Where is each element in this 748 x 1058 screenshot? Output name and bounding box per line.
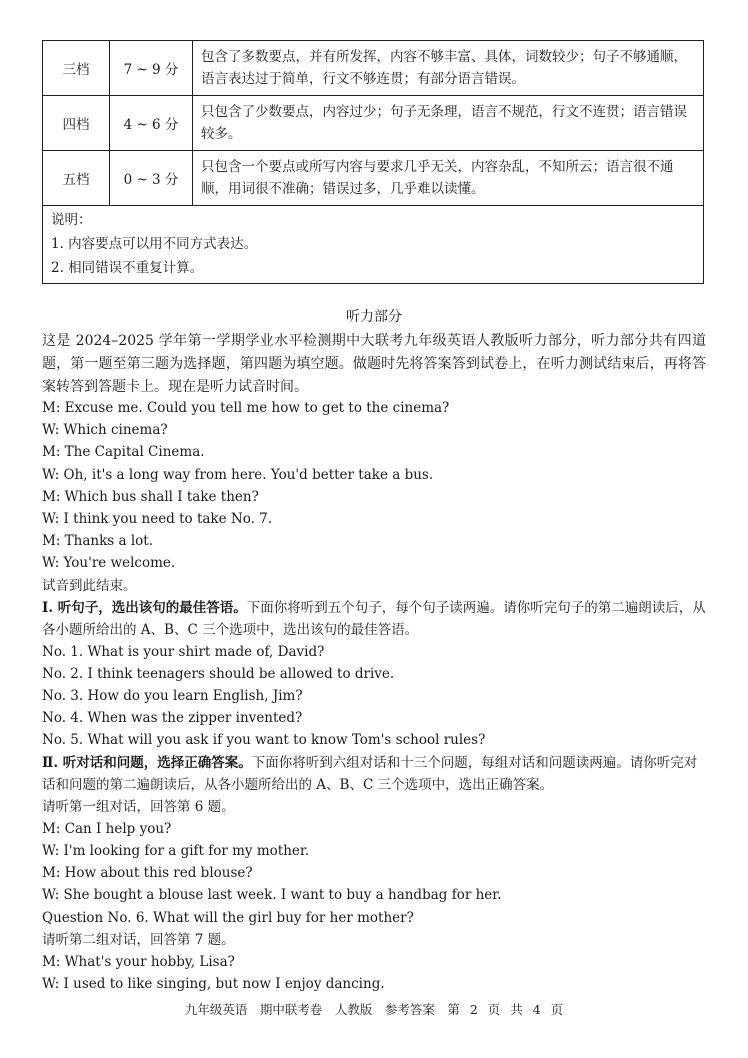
question-line: No. 4. When was the zipper invented?	[42, 710, 303, 727]
listening-intro: 这是 2024–2025 学年第一学期学业水平检测期中大联考九年级英语人教版听力部分，听力部分共有四道题，第一题至第三题为选择题，第四题为填空题。做题时先将答案答到试卷上，在听力测试结束后，再将答案转答到答题卡上。现在是听力试音时间。	[42, 333, 706, 395]
transcript-line: W: Oh, it's a long way from here. You'd better take a bus.	[42, 466, 434, 483]
score-range-cell: 0 ~ 3 分	[110, 151, 193, 206]
note-item: 2. 相同错误不重复计算。	[51, 260, 204, 276]
page-footer: 九年级英语 期中联考卷 人教版 参考答案 第 2 页 共 4 页	[184, 1002, 564, 1017]
transcript-line: M: Which bus shall I take then?	[42, 488, 259, 505]
section-1-header	[42, 597, 706, 641]
grade-cell: 三档	[43, 41, 110, 96]
question-line: No. 2. I think teenagers should be allowed to drive.	[42, 665, 395, 682]
transcript-line: W: I think you need to take No. 7.	[42, 510, 273, 527]
transcript-line: Question No. 6. What will the girl buy for her mother?	[42, 909, 414, 926]
transcript-line: W: She bought a blouse last week. I want to buy a handbag for her.	[42, 887, 502, 904]
section-title: 听力部分	[346, 309, 402, 325]
notes-title: 说明：	[51, 212, 92, 228]
grade-cell: 四档	[43, 96, 110, 151]
transcript	[42, 397, 706, 995]
trial-end-note: 试音到此结束。	[42, 577, 137, 594]
question-line: No. 1. What is your shirt made of, David?	[42, 643, 325, 660]
transcript-line: W: You're welcome.	[42, 555, 176, 572]
transcript-line: M: Can I help you?	[42, 820, 172, 837]
transcript-line: M: The Capital Cinema.	[42, 444, 205, 461]
table-row	[43, 151, 704, 206]
score-range-cell: 7 ~ 9 分	[110, 41, 193, 96]
grade-cell: 五档	[43, 151, 110, 206]
section-1-heading: Ⅰ. 听句子，选出该句的最佳答语。	[42, 599, 247, 616]
question-line: No. 3. How do you learn English, Jim?	[42, 688, 303, 705]
transcript-line: M: What's your hobby, Lisa?	[42, 953, 235, 970]
criteria-cell: 只包含一个要点或所写内容与要求几乎无关，内容杂乱，不知所云；语言很不通顺，用词很不准确；错误过多，几乎难以读懂。	[193, 151, 704, 206]
criteria-cell: 只包含了少数要点，内容过少；句子无条理，语言不规范，行文不连贯；语言错误较多。	[193, 96, 704, 151]
transcript-line: W: I'm looking for a gift for my mother.	[42, 843, 310, 859]
notes-cell	[43, 206, 704, 284]
transcript-line: M: Excuse me. Could you tell me how to get to the cinema?	[42, 400, 450, 416]
dialog-intro: 请听第二组对话，回答第 7 题。	[42, 931, 235, 948]
section-2-header	[42, 752, 706, 796]
section-2-heading: Ⅱ. 听对话和问题，选择正确答案。	[42, 754, 252, 771]
notes-row	[43, 206, 704, 284]
table-row	[43, 96, 704, 151]
section-2-instruction: 下面你将听到六组对话和十三个问题，每组对话和问题读两遍。请你听完对话和问题的第二遍朗读后，从各小题所给出的 A、B、C 三个选项中，选出正确答案。	[42, 754, 698, 793]
transcript-line: M: Thanks a lot.	[42, 533, 154, 550]
dialog-intro: 请听第一组对话，回答第 6 题。	[42, 798, 235, 815]
note-item: 1. 内容要点可以用不同方式表达。	[51, 236, 258, 252]
transcript-line: W: Which cinema?	[42, 422, 168, 439]
score-range-cell: 4 ~ 6 分	[110, 96, 193, 151]
section-1-instruction: 下面你将听到五个句子，每个句子读两遍。请你听完句子的第二遍朗读后，从各小题所给出的 A、B、C 三个选项中，选出该句的最佳答语。	[42, 599, 706, 638]
scoring-table	[42, 40, 704, 284]
criteria-cell: 包含了多数要点，并有所发挥，内容不够丰富、具体，词数较少；句子不够通顺，语言表达过于简单，行文不够连贯；有部分语言错误。	[193, 41, 704, 96]
transcript-line: M: How about this red blouse?	[42, 865, 253, 882]
table-row	[43, 41, 704, 96]
transcript-line: W: I used to like singing, but now I enjoy dancing.	[42, 976, 385, 993]
question-line: No. 5. What will you ask if you want to know Tom's school rules?	[42, 732, 486, 749]
